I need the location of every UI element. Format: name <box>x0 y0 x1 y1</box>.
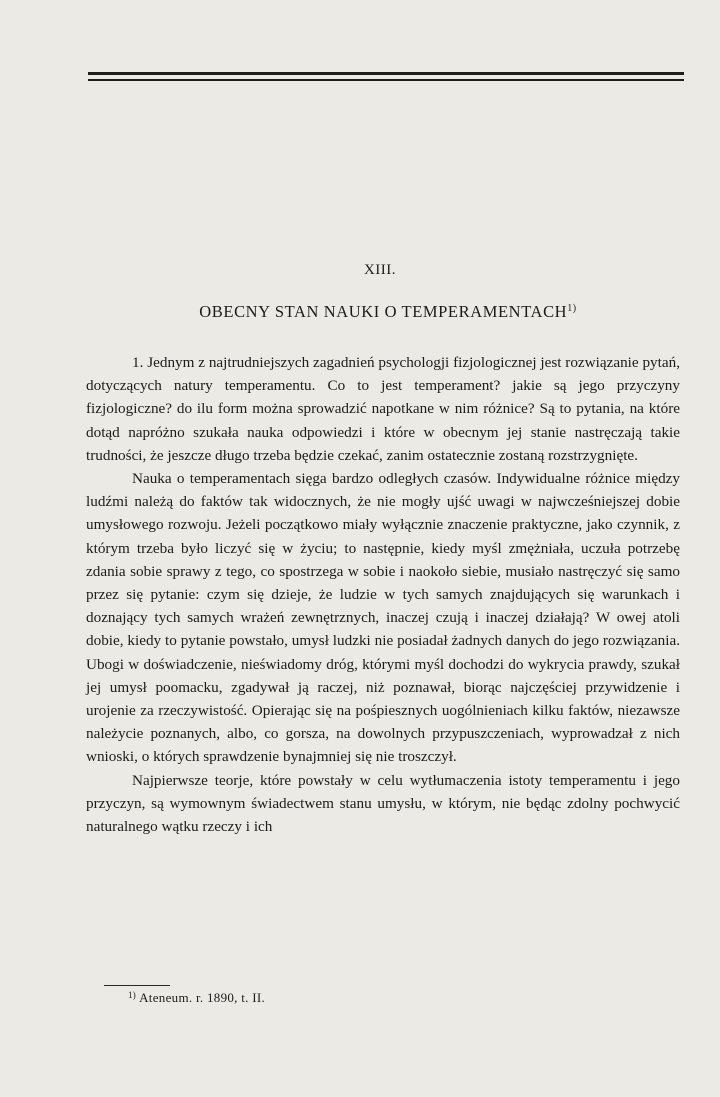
header-rule-thin <box>88 79 684 81</box>
footnote-text: Ateneum. r. 1890, t. II. <box>139 990 266 1005</box>
chapter-footnote-mark: 1) <box>567 303 577 314</box>
paragraph-1: 1. Jednym z najtrudniejszych zagadnień psychologji fizjologicznej jest rozwiązanie pytań, dotyczących natury temperamentu. Co to jest temperament? jakie są jego przyczyny fizjologiczne? do ilu form można sprowadzić napotkane w nim różnice? Są to pytania, na które dotąd napróżno szukała nauka odpowiedzi i które w obecnym jej stanie nastręczają takie trudności, że jeszcze długo trzeba będzie czekać, zanim ostatecznie zostaną rozstrzygnięte. <box>86 354 680 464</box>
header-rule-thick <box>88 72 684 75</box>
footnote-rule <box>104 985 170 986</box>
paragraph-3: Najpierwsze teorje, które powstały w celu wytłumaczenia istoty temperamentu i jego przyczyn, są wymownym świadectwem stanu umysłu, w którym, nie będąc zdolny pochwycić naturalnego wątku rzeczy i ich <box>86 771 680 836</box>
paragraph-2: Nauka o temperamentach sięga bardzo odległych czasów. Indywidualne różnice między ludźmi należą do faktów tak widocznych, że nie mogły ujść uwagi w najwcześniejszej dobie umysłowego rozwoju. Jeżeli początkowo miały wyłącznie znaczenie praktyczne, jako czynnik, z którym trzeba było liczyć się w życiu; to następnie, kiedy myśl zmężniała, uczuła potrzebę zdania sobie sprawy z tego, co spostrzega w sobie i naokoło siebie, musiało nastręczyć się samo przez się pytanie: czym się dzieje, że ludzie w tych samych znajdujących się warunkach i doznający tych samych wrażeń zewnętrznych, inaczej czują i inaczej działają? W owej atoli dobie, kiedy to pytanie powstało, umysł ludzki nie posiadał żadnych danych do jego rozwiązania. Ubogi w doświadczenie, nieświadomy dróg, którymi myśl dochodzi do wykrycia prawdy, szukał jej umysł poomacku, zgadywał ją raczej, niż poznawał, biorąc najczęściej przywidzenie i urojenie za rzeczywistość. Opierając się na pośpiesznych uogólnieniach kilku faktów, niezawsze należycie poznanych, albo, co gorsza, na dowolnych przypuszczeniach, wyprowadzał z nich wnioski, o których sprawdzenie bynajmniej się nie troszczył. <box>86 470 680 766</box>
chapter-title-text: OBECNY STAN NAUKI O TEMPERAMENTACH <box>199 302 568 321</box>
body-text <box>86 351 680 838</box>
chapter-number: XIII. <box>363 262 397 278</box>
chapter-title <box>0 302 720 322</box>
footnote-mark: 1) <box>128 990 137 1000</box>
footnote <box>128 990 265 1006</box>
